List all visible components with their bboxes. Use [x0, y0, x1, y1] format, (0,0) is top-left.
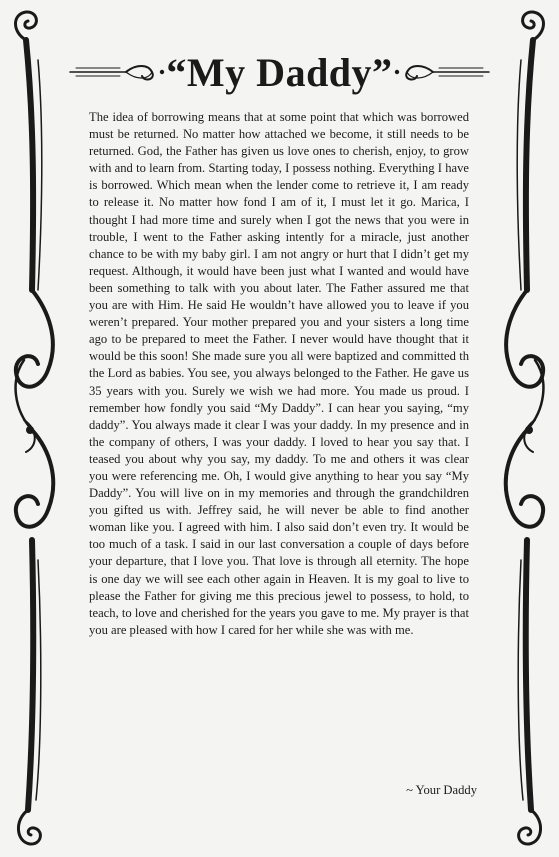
letter-body: The idea of borrowing means that at some point that which was borrowed must be returned. No matter how attached we become, it still needs to be returned. God, the Father has given us love ones to cherish, enjoy, to grow with and to learn from. Starting today, I possess nothing. Everything I have is borrowed. Which mean when the lender come to retrieve it, I am ready to release it. No matter how fond I am of it, I must let it go. Marica, I thought I had more time and surely when I got the news that you were in trouble, I went to the Father asking intently for a miracle, just another chance to be with my baby girl. I am not angry or hurt that I didn’t get my request. Although, it would have been just what I wanted and would have been something to talk with you about later. The Father assured me that you are with Him. He said He wouldn’t have allowed you to leave if you weren’t prepared. Your mother prepared you and your sisters a long time ago to be prepared to meet the Father. I never would have thought that it would be this soon! She made sure you all were baptized and committed th the Lord as babies. You see, you always belonged to the Father. He gave us 35 years with you. Surely we wish we had more. You made us proud. I remember how fondly you said “My Daddy”. I can hear you saying, “my daddy”. You always made it clear I was your daddy. In my presence and in the company of others, I was your daddy. I loved to hear you say that. I teased you about why you say, my daddy. To me and others it was clear you were referencing me. Oh, I would give anything to hear you say “My Daddy”. You will live on in my memories and through the grandchildren you gifted us with. Jeffrey said, he will never be able to find another woman like you. I agreed with him. I also said don’t even try. It would be too much of a task. I said in our last conversation a couple of days before your departure, that I love you. That love is through all eternity. The hope is one day we will see each other again in Heaven. It is my goal to live to please the Father for giving me this precious jewel to possess, to hold, to teach, to love and cherished for the years you gave to me. My prayer is that you are pleased with how I cared for her while she was with me.	[89, 110, 469, 637]
left-ornamental-border	[4, 0, 64, 857]
page-header	[60, 44, 499, 102]
letter-signature: ~ Your Daddy	[406, 783, 477, 797]
page-title: “My Daddy”	[166, 50, 393, 95]
right-ornamental-border	[495, 0, 555, 857]
right-title-flourish	[393, 60, 493, 84]
